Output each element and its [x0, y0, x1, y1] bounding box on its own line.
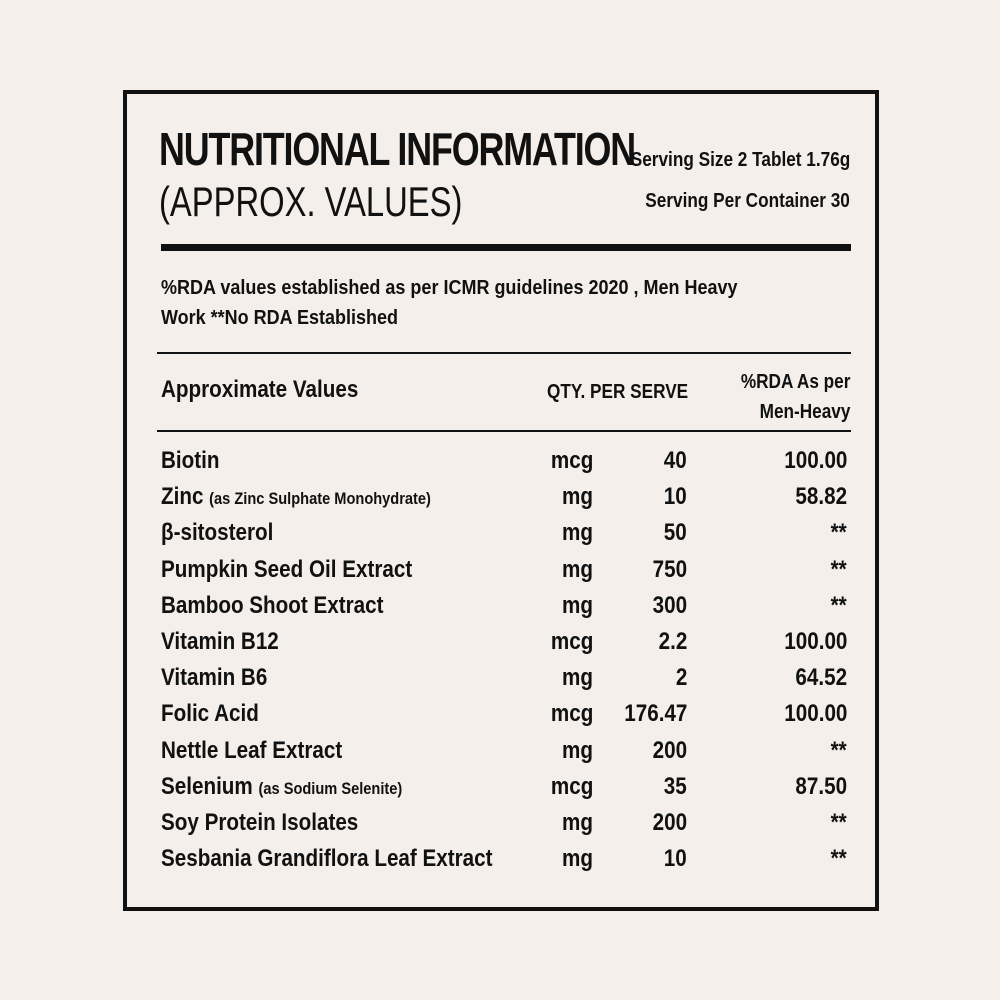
nutrient-unit: mg — [562, 845, 593, 873]
nutrient-name — [161, 556, 412, 584]
nutrient-unit: mcg — [550, 447, 593, 474]
table-row — [127, 444, 875, 480]
nutrient-unit: mg — [562, 736, 593, 764]
nutrient-rda: 58.82 — [795, 483, 847, 511]
table-row — [127, 480, 875, 516]
nutrient-note: (as Zinc Sulphate Monohydrate) — [209, 489, 431, 509]
nutrient-rda: ** — [830, 845, 847, 873]
nutrient-label: Pumpkin Seed Oil Extract — [161, 555, 413, 583]
nutrient-rda: 100.00 — [783, 447, 847, 474]
nutrient-label: Bamboo Shoot Extract — [161, 591, 384, 619]
nutrient-label: Vitamin B12 — [161, 627, 279, 655]
nutrient-name — [161, 483, 431, 511]
nutrient-name — [161, 592, 383, 620]
table-row — [127, 842, 875, 878]
page-title: NUTRITIONAL INFORMATION — [159, 123, 636, 175]
table-row — [127, 516, 875, 552]
nutrient-qty: 10 — [664, 845, 687, 873]
rda-note: %RDA values established as per ICMR guidelines 2020 , Men Heavy Work **No RDA Established — [161, 277, 738, 329]
header-divider — [157, 430, 851, 432]
nutrient-unit: mg — [562, 519, 593, 547]
nutrient-label: Nettle Leaf Extract — [161, 736, 343, 764]
table-row — [127, 553, 875, 589]
nutrient-rda: ** — [830, 736, 847, 764]
nutrient-qty: 176.47 — [623, 700, 687, 728]
nutrient-unit: mg — [562, 664, 593, 692]
nutrient-unit: mg — [562, 483, 593, 511]
table-row — [127, 661, 875, 697]
nutrient-qty: 40 — [664, 447, 687, 474]
nutrient-label: Folic Acid — [161, 700, 259, 728]
nutrient-label: β-sitosterol — [161, 519, 274, 547]
table-row — [127, 625, 875, 661]
nutrient-label: Selenium — [161, 772, 253, 800]
nutrient-rda: 100.00 — [783, 700, 847, 728]
nutrient-name — [161, 664, 267, 692]
nutrient-unit: mcg — [550, 627, 593, 655]
nutrition-panel — [123, 90, 879, 911]
column-header-qty: QTY. PER SERVE — [547, 381, 689, 403]
nutrient-label: Soy Protein Isolates — [161, 808, 359, 836]
nutrient-qty: 10 — [664, 483, 687, 511]
column-header-name: Approximate Values — [161, 376, 359, 403]
nutrient-qty: 2.2 — [658, 627, 687, 655]
column-header-rda-line1: %RDA As per — [740, 371, 850, 393]
nutrient-qty: 300 — [652, 591, 687, 619]
nutrient-rda: ** — [830, 591, 847, 619]
nutrient-name — [161, 773, 402, 801]
nutrient-qty: 50 — [664, 519, 687, 547]
serving-per-container: Serving Per Container 30 — [645, 190, 850, 212]
nutrient-label: Biotin — [161, 447, 220, 474]
thick-divider — [161, 244, 851, 251]
nutrient-name — [161, 447, 219, 475]
nutrient-note: (as Sodium Selenite) — [258, 778, 403, 798]
nutrient-rda: ** — [830, 519, 847, 547]
serving-size: Serving Size 2 Tablet 1.76g — [630, 149, 850, 171]
divider — [157, 352, 851, 354]
nutrient-unit: mg — [562, 591, 593, 619]
page-subtitle: (APPROX. VALUES) — [159, 178, 463, 225]
nutrient-label: Sesbania Grandiflora Leaf Extract — [161, 845, 493, 873]
nutrient-name — [161, 809, 358, 837]
nutrient-unit: mg — [562, 808, 593, 836]
nutrient-rda: ** — [830, 555, 847, 583]
nutrient-label: Vitamin B6 — [161, 664, 268, 692]
nutrient-qty: 200 — [652, 736, 687, 764]
nutrient-qty: 750 — [652, 555, 687, 583]
table-row — [127, 697, 875, 733]
nutrient-name — [161, 845, 493, 873]
column-header-rda — [740, 367, 850, 427]
nutrient-table — [127, 444, 875, 878]
nutrient-unit: mcg — [550, 700, 593, 728]
table-row — [127, 589, 875, 625]
table-row — [127, 806, 875, 842]
nutrient-rda: ** — [830, 808, 847, 836]
nutrient-unit: mcg — [550, 772, 593, 800]
nutrient-label: Zinc — [161, 483, 204, 511]
nutrient-unit: mg — [562, 555, 593, 583]
nutrient-name — [161, 737, 342, 765]
nutrient-qty: 2 — [675, 664, 687, 692]
nutrient-name — [161, 628, 279, 656]
nutrient-qty: 35 — [664, 772, 687, 800]
nutrient-name — [161, 700, 259, 728]
table-row — [127, 734, 875, 770]
table-row — [127, 770, 875, 806]
nutrient-qty: 200 — [652, 808, 687, 836]
nutrient-name — [161, 519, 273, 547]
nutrient-rda: 64.52 — [795, 664, 847, 692]
nutrient-rda: 100.00 — [783, 627, 847, 655]
nutrient-rda: 87.50 — [795, 772, 847, 800]
column-header-rda-line2: Men-Heavy — [759, 401, 850, 423]
